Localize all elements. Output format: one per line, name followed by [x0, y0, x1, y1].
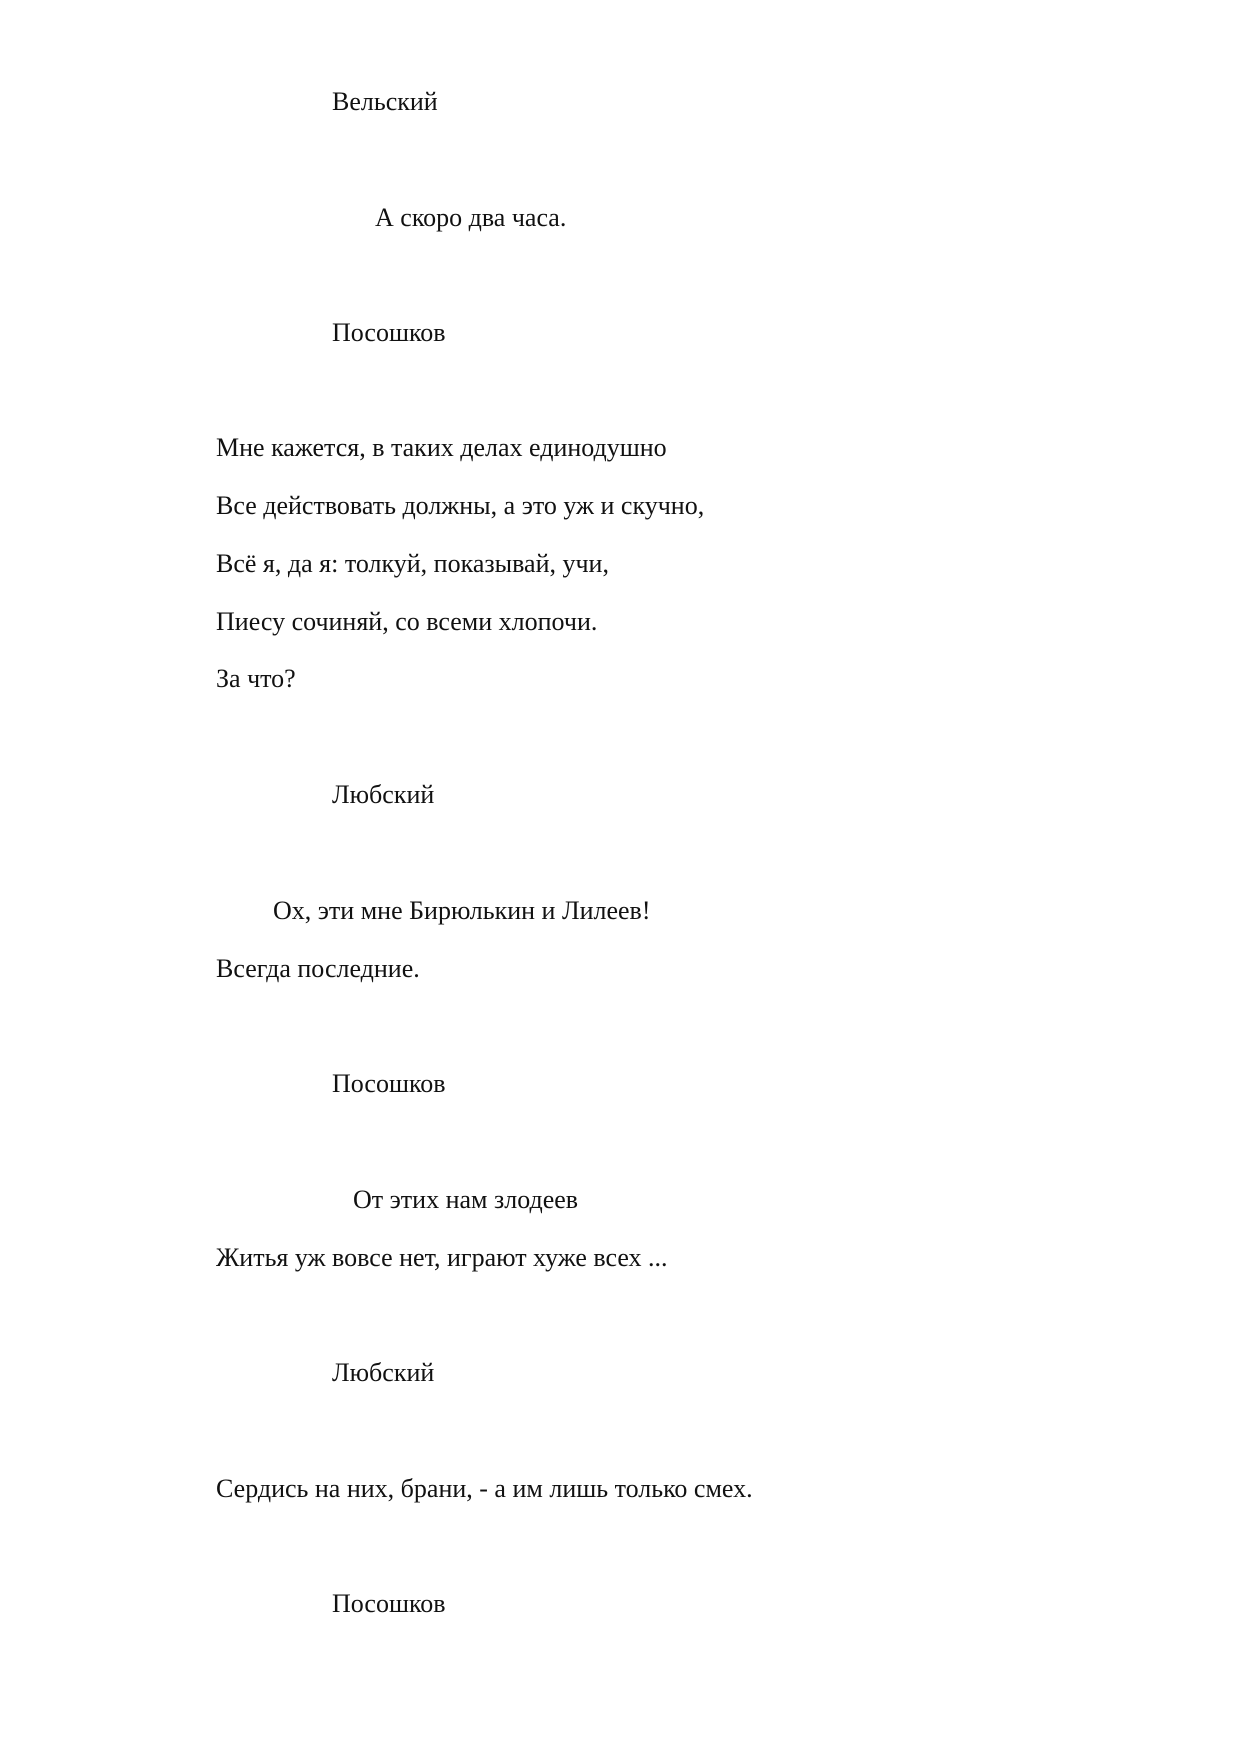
verse-line: Все действовать должны, а это уж и скучно,	[216, 491, 705, 520]
verse-line: Житья уж вовсе нет, играют хуже всех ...	[216, 1243, 668, 1272]
verse-line: Мне кажется, в таких делах единодушно	[216, 433, 667, 462]
verse-line: Ох, эти мне Бирюлькин и Лилеев!	[273, 896, 651, 925]
verse-line: Пиесу сочиняй, со всеми хлопочи.	[216, 607, 598, 636]
verse-line: За что?	[216, 664, 296, 693]
verse-line: От этих нам злодеев	[353, 1185, 579, 1214]
speaker-name: Любский	[332, 780, 435, 809]
verse-line: Всё я, да я: толкуй, показывай, учи,	[216, 549, 609, 578]
verse-line: Всегда последние.	[216, 954, 420, 983]
verse-line: А скоро два часа.	[375, 203, 567, 232]
speaker-name: Вельский	[332, 87, 438, 116]
speaker-name: Посошков	[332, 1069, 446, 1098]
verse-line: Сердись на них, брани, - а им лишь только смех.	[216, 1474, 753, 1503]
speaker-name: Любский	[332, 1358, 435, 1387]
speaker-name: Посошков	[332, 1589, 446, 1618]
speaker-name: Посошков	[332, 318, 446, 347]
